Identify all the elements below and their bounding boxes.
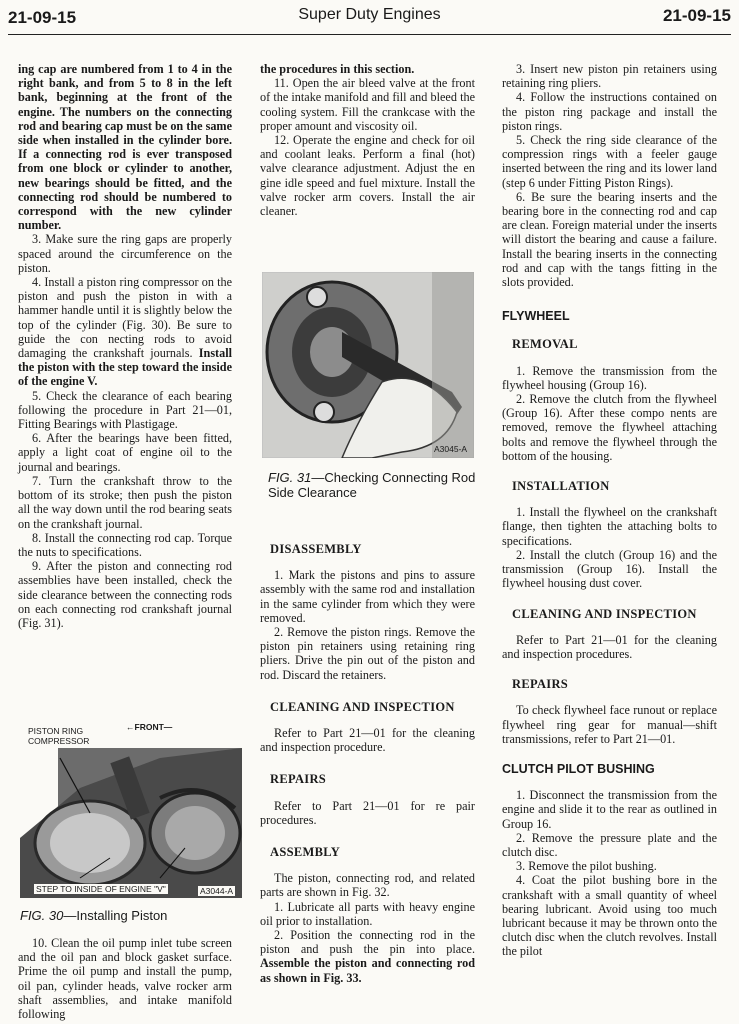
figure-31-title: —Checking Connecting Rod Side Clearance	[268, 470, 476, 500]
figure-31-number: FIG. 31	[268, 470, 312, 485]
figure-30-label-step: STEP TO INSIDE OF ENGINE "V"	[36, 884, 166, 894]
page-number-right: 21-09-15	[662, 6, 731, 25]
step-4-text: 4. Install a piston ring compressor on the piston and push the piston in with a hammer handle until it is slightly below the top of the cylinder (Fig. 30). Be sure to guide the con necting rods to avoid damaging the crankshaft journals.	[18, 275, 232, 361]
pilot-step-2: 2. Remove the pressure plate and the clutch disc.	[502, 830, 717, 859]
installation-step-2: 2. Install the clutch (Group 16) and the transmission (Group 16). Install the flywheel housing dust cover.	[502, 547, 717, 591]
pilot-step-3: 3. Remove the pilot bushing.	[516, 859, 657, 874]
figure-30-label-compressor: PISTON RING COMPRESSOR	[28, 726, 90, 746]
flywheel-cleaning-text: Refer to Part 21—01 for the cleaning and inspection procedures.	[502, 632, 717, 661]
assembly-step-2-text: 2. Position the connecting rod in the piston and push the pin into place.	[260, 928, 475, 957]
assembly-step-6: 6. Be sure the bearing inserts and the bearing bore in the connecting rod and cap are clean. Foreign material under the inserts will distort the bearing and cause a failure. Install the bearing inserts in the connecting rod and cap with the tangs fitting in the slots provided.	[502, 189, 717, 290]
step-6-oil: 6. After the bearings have been fitted, apply a light coat of engine oil to the journal and bearings.	[18, 431, 232, 474]
removal-step-2: 2. Remove the clutch from the flywheel (Group 16). After these compo nents are removed, remove the flywheel attaching bolts and remove the flywheel through the bottom of the housing.	[502, 392, 717, 463]
heading-flywheel-repairs: REPAIRS	[512, 677, 569, 692]
figure-30-caption	[20, 908, 242, 923]
figure-30-title: —Installing Piston	[63, 908, 168, 923]
assembly-step-3: 3. Insert new piston pin retainers using retaining ring pliers.	[502, 62, 717, 91]
step-9-side-clearance: 9. After the piston and connecting rod assemblies have been installed, check the side clearance between the connecting rods on each connecting rod crankshaft journal (Fig. 31).	[18, 559, 232, 630]
heading-flywheel-cleaning: CLEANING AND INSPECTION	[512, 606, 697, 621]
figure-30-code: A3044-A	[200, 886, 234, 896]
assembly-step-2	[260, 928, 475, 985]
header-rule	[8, 34, 731, 35]
heading-cleaning-inspection: CLEANING AND INSPECTION	[270, 699, 455, 714]
repairs-text: Refer to Part 21—01 for re pair procedures.	[260, 798, 475, 827]
step-5-clearance: 5. Check the clearance of each bearing following the procedure in Part 21—01, Fitting Bearings with Plastigage.	[18, 388, 232, 432]
page-title: Super Duty Engines	[298, 6, 441, 23]
figure-30-number: FIG. 30	[20, 908, 64, 923]
column-2	[260, 62, 475, 218]
figure-31-caption	[268, 470, 478, 500]
paragraph-rod-numbering: ing cap are numbered from 1 to 4 in the right bank, and from 5 to 8 in the left bank, beginning at the front of the engine. The numbers on the connecting rod and bearing cap must be on the same side when installed in the cylinder bore. If a connecting rod is ever transposed from one block or cylinder to another, new bearings should be fitted, and the connecting rod should be numbered to correspond with the new cylinder number.	[18, 62, 232, 233]
step-11-air-bleed: 11. Open the air bleed valve at the front of the intake manifold and fill and bleed the cooling system. Fill the crankcase with the proper amount and viscosity oil.	[260, 76, 475, 133]
heading-installation: INSTALLATION	[512, 479, 610, 494]
pilot-step-1: 1. Disconnect the transmission from the engine and slide it to the rear as outlined in Group 16.	[502, 788, 717, 831]
heading-repairs: REPAIRS	[270, 772, 327, 787]
figure-30-front-text: FRONT	[134, 722, 164, 732]
removal-step-1: 1. Remove the transmission from the flywheel housing (Group 16).	[502, 363, 717, 392]
heading-disassembly: DISASSEMBLY	[270, 542, 362, 556]
step-3-ring-gaps: 3. Make sure the ring gaps are properly spaced around the circumference on the piston.	[18, 232, 232, 275]
heading-removal: REMOVAL	[512, 337, 578, 352]
cleaning-text: Refer to Part 21—01 for the cleaning and inspection procedure.	[260, 726, 475, 755]
heading-flywheel: FLYWHEEL	[502, 309, 570, 324]
step-7-crankshaft: 7. Turn the crankshaft throw to the bottom of its stroke; then push the piston all the way down until the rod bearing seats on the crankshaft journal.	[18, 473, 232, 531]
column-1-bottom	[18, 936, 232, 1021]
assembly-step-1: 1. Lubricate all parts with heavy engine oil prior to installation.	[260, 899, 475, 928]
assembly-intro: The piston, connecting rod, and related parts are shown in Fig. 32.	[260, 871, 475, 900]
pilot-step-4: 4. Coat the pilot bushing bore in the crankshaft with a small quantity of wheel bearing lubricant. Avoid using too much lubricant because it may be thrown onto the clutch disc when the clutch revolves. Install the pilot	[502, 873, 717, 959]
heading-assembly: ASSEMBLY	[270, 845, 341, 860]
figure-30-photo	[20, 718, 242, 898]
figure-31-photo	[262, 272, 474, 458]
step-8-rod-cap: 8. Install the connecting rod cap. Torque the nuts to specifications.	[18, 530, 232, 559]
step-4-bold-note: Install the piston with the step toward the inside of the engine V.	[18, 346, 232, 389]
flywheel-repairs-text: To check flywheel face runout or replace flywheel ring gear for manual—shift transmissions, refer to Part 21—01.	[502, 703, 717, 746]
disassembly-step-1: 1. Mark the pistons and pins to assure assembly with the same rod and installation in the same cylinder from which they were removed.	[260, 568, 475, 625]
paragraph-procedures: the procedures in this section.	[260, 62, 415, 76]
step-4-ring-compressor	[18, 275, 232, 389]
step-10-oil-pump: 10. Clean the oil pump inlet tube screen and the oil pan and block gasket surface. Prime the oil pump and install the pump, oil pan, cylinder heads, valve rocker arm shaft assemblies, and intake manifold following	[18, 936, 232, 1022]
column-1	[18, 62, 232, 630]
assembly-step-2-bold: Assemble the piston and connecting rod as shown in Fig. 33.	[260, 956, 475, 985]
disassembly-step-2: 2. Remove the piston rings. Remove the piston pin retainers using retaining ring pliers. Drive the pin out of the piston and rod. Discard the retainers.	[260, 625, 475, 682]
column-3	[502, 62, 717, 959]
column-2-lower	[260, 528, 475, 985]
assembly-step-5: 5. Check the ring side clearance of the compression rings with a feeler gauge inserted between the ring and its lower land (step 6 under Fitting Piston Rings).	[502, 133, 717, 190]
page-number-left: 21-09-15	[8, 8, 77, 27]
installation-step-1: 1. Install the flywheel on the crankshaft flange, then tighten the attaching bolts to specifications.	[502, 505, 717, 548]
heading-clutch-pilot-bushing: CLUTCH PILOT BUSHING	[502, 761, 655, 776]
page-header	[0, 0, 739, 40]
step-12-operate: 12. Operate the engine and check for oil and coolant leaks. Perform a final (hot) valve clearance adjustment. Adjust the en gine idle speed and fuel mixture. Install the valve rocker arm covers. Install the air cleaner.	[260, 133, 475, 219]
figure-31-code: A3045-A	[434, 444, 468, 454]
assembly-step-4: 4. Follow the instructions contained on the piston ring package and install the piston rings.	[502, 90, 717, 133]
figure-30-label-front: ←FRONT—	[126, 722, 173, 732]
